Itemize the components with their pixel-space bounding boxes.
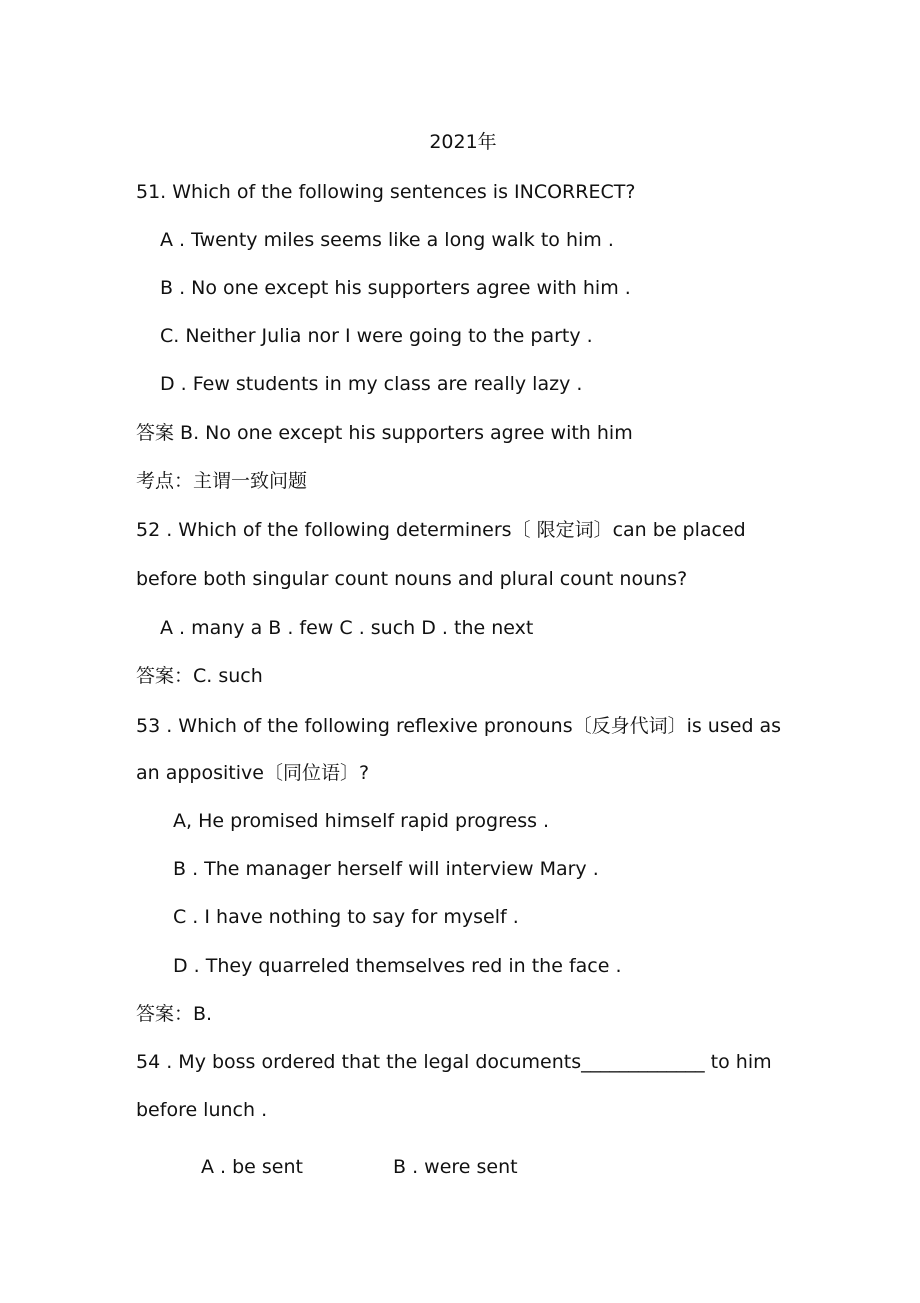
q54-option-a: A . be sent [201,1156,303,1178]
q52-options: A . many a B . few C . such D . the next [160,617,534,639]
q51-option-a: A . Twenty miles seems like a long walk to him . [160,229,614,251]
question-52-line-2: before both singular count nouns and plural count nouns? [136,568,688,590]
question-52-line-1: 52 . Which of the following determiners〔 限定词〕can be placed [136,519,746,541]
question-53-line-2: an appositive〔同位语〕? [136,762,370,784]
q53-option-c: C . I have nothing to say for myself . [173,906,519,928]
q51-option-d: D . Few students in my class are really lazy . [160,373,583,395]
q51-option-b: B . No one except his supporters agree with him . [160,277,631,299]
question-53-line-1: 53 . Which of the following reflexive pronouns〔反身代词〕is used as [136,715,782,737]
q52-answer: 答案：C. such [136,665,263,687]
q51-option-c: C. Neither Julia nor I were going to the party . [160,325,593,347]
question-54-line-2: before lunch . [136,1099,268,1121]
q53-option-d: D . They quarreled themselves red in the face . [173,955,622,977]
question-54-line-1: 54 . My boss ordered that the legal documents_____________ to him [136,1051,772,1073]
q53-option-a: A, He promised himself rapid progress . [173,810,550,832]
q51-test-point: 考点：主谓一致问题 [136,470,308,492]
q54-option-b: B . were sent [393,1156,518,1178]
page-title: 2021年 [429,131,497,153]
q51-answer: 答案 B. No one except his supporters agree with him [136,422,633,444]
question-51: 51. Which of the following sentences is INCORRECT? [136,181,636,203]
q53-option-b: B . The manager herself will interview Mary . [173,858,599,880]
q53-answer: 答案：B. [136,1003,213,1025]
